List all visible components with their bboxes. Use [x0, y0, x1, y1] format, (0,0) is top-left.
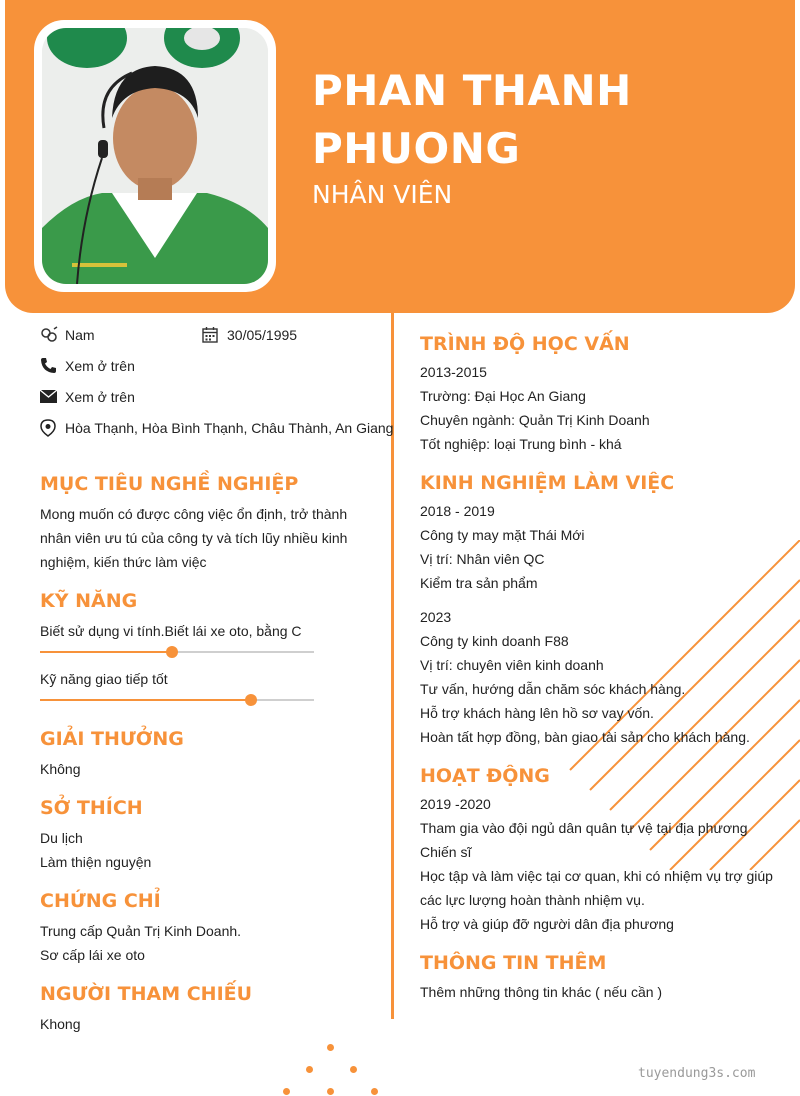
- skill-bar-fill: [40, 699, 251, 701]
- address-text: Hòa Thạnh, Hòa Bình Thạnh, Châu Thành, An Giang: [65, 420, 394, 436]
- decorative-dot: [371, 1088, 378, 1095]
- job-line: Vị trí: Nhân viên QC: [420, 551, 545, 567]
- awards-text: Không: [40, 761, 81, 777]
- phone-icon: [40, 357, 57, 374]
- decorative-dot: [283, 1088, 290, 1095]
- decorative-dot: [327, 1044, 334, 1051]
- activity-line: 2019 -2020: [420, 796, 491, 812]
- skill-label: Biết sử dụng vi tính.Biết lái xe oto, bằng C: [40, 623, 302, 639]
- hobby-item: Làm thiện nguyện: [40, 854, 152, 870]
- skill-bar: [40, 699, 314, 701]
- references-text: Khong: [40, 1016, 81, 1032]
- education-line: Trường: Đại Học An Giang: [420, 388, 586, 404]
- job-line: Hoàn tất hợp đồng, bàn giao tài sản cho khách hàng.: [420, 729, 750, 745]
- experience-job-1: [420, 499, 585, 595]
- certificate-item: Trung cấp Quản Trị Kinh Doanh.: [40, 923, 242, 939]
- objective-line: nghiệm, kiến thức làm việc: [40, 554, 207, 570]
- job-line: 2023: [420, 609, 452, 625]
- education-line: 2013-2015: [420, 364, 487, 380]
- activity-line: Chiến sĩ: [420, 844, 472, 860]
- job-line: Kiểm tra sản phẩm: [420, 575, 538, 591]
- skill-bar-knob: [245, 694, 257, 706]
- name-line-2: PHUONG: [312, 124, 521, 173]
- experience-title: KINH NGHIỆM LÀM VIỆC: [420, 472, 675, 494]
- activity-line: Tham gia vào đội ngủ dân quân tự vệ tại địa phương: [420, 820, 748, 836]
- objective-text: [40, 502, 347, 574]
- watermark: tuyendung3s.com: [638, 1066, 756, 1081]
- awards-title: GIẢI THƯỞNG: [40, 728, 184, 750]
- job-line: Công ty kinh doanh F88: [420, 633, 569, 649]
- activity-line: Học tập và làm việc tại cơ quan, khi có nhiệm vụ trợ giúp: [420, 868, 773, 884]
- gender-icon: [40, 326, 58, 344]
- education-details: [420, 360, 650, 456]
- activity-line: Hỗ trợ và giúp đỡ người dân địa phương: [420, 916, 674, 932]
- objective-line: Mong muốn có được công việc ổn định, trở thành: [40, 506, 348, 522]
- extra-info-title: THÔNG TIN THÊM: [420, 952, 607, 974]
- calendar-icon: [202, 326, 218, 343]
- decorative-dot: [350, 1066, 357, 1073]
- candidate-name: [312, 62, 772, 178]
- profile-photo: [42, 28, 268, 284]
- activities-details: [420, 792, 773, 936]
- skill-bar-fill: [40, 651, 172, 653]
- email-text: Xem ở trên: [65, 389, 135, 405]
- experience-job-2: [420, 605, 750, 749]
- hobby-item: Du lịch: [40, 830, 83, 846]
- skill-label: Kỹ năng giao tiếp tốt: [40, 671, 168, 687]
- extra-info-text: Thêm những thông tin khác ( nếu cần ): [420, 984, 663, 1000]
- hobbies-list: [40, 826, 151, 874]
- birthday-text: 30/05/1995: [227, 327, 298, 343]
- education-title: TRÌNH ĐỘ HỌC VẤN: [420, 333, 630, 355]
- envelope-icon: [40, 390, 57, 404]
- skills-title: KỸ NĂNG: [40, 590, 138, 612]
- decorative-dot: [327, 1088, 334, 1095]
- objective-line: nhân viên ưu tú của công ty và tích lũy nhiều kinh: [40, 530, 348, 546]
- activity-line: các lực lượng hoàn thành nhiệm vụ.: [420, 892, 645, 908]
- certificates-list: [40, 919, 241, 967]
- job-title: NHÂN VIÊN: [312, 180, 453, 209]
- skill-bar: [40, 651, 314, 653]
- certificate-item: Sơ cấp lái xe oto: [40, 947, 145, 963]
- location-pin-icon: [40, 419, 56, 437]
- job-line: Vị trí: chuyên viên kinh doanh: [420, 657, 604, 673]
- job-line: Hỗ trợ khách hàng lên hồ sơ vay vốn.: [420, 705, 654, 721]
- job-line: Tư vấn, hướng dẫn chăm sóc khách hàng.: [420, 681, 686, 697]
- skill-bar-knob: [166, 646, 178, 658]
- name-line-1: PHAN THANH: [312, 66, 632, 115]
- profile-photo-frame: [34, 20, 276, 292]
- phone-text: Xem ở trên: [65, 358, 135, 374]
- certificates-title: CHỨNG CHỈ: [40, 890, 161, 912]
- objective-title: MỤC TIÊU NGHỀ NGHIỆP: [40, 473, 299, 495]
- references-title: NGƯỜI THAM CHIẾU: [40, 983, 253, 1005]
- job-line: Công ty may mặt Thái Mới: [420, 527, 585, 543]
- activities-title: HOẠT ĐỘNG: [420, 765, 550, 787]
- job-line: 2018 - 2019: [420, 503, 495, 519]
- gender-text: Nam: [65, 327, 95, 343]
- education-line: Tốt nghiệp: loại Trung bình - khá: [420, 436, 622, 452]
- hobbies-title: SỞ THÍCH: [40, 797, 143, 819]
- education-line: Chuyên ngành: Quản Trị Kinh Doanh: [420, 412, 650, 428]
- decorative-dot: [306, 1066, 313, 1073]
